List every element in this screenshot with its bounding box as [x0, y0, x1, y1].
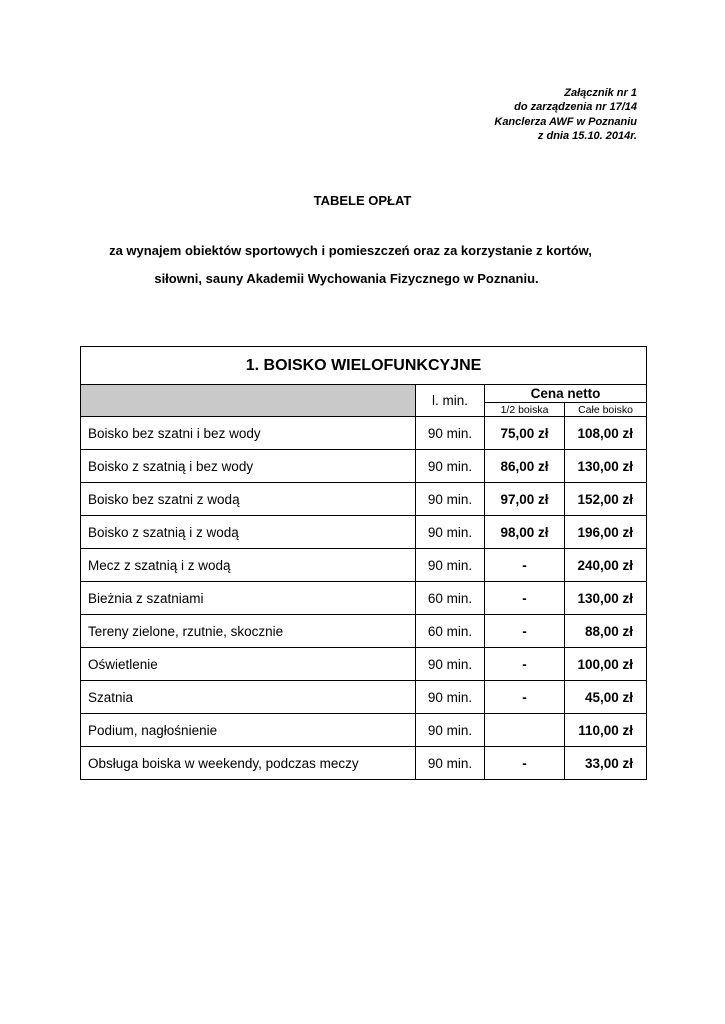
row-duration: 90 min.	[416, 648, 485, 681]
row-duration: 90 min.	[416, 714, 485, 747]
row-price-half: 97,00 zł	[485, 483, 565, 516]
row-name: Szatnia	[81, 681, 416, 714]
row-price-half: -	[485, 582, 565, 615]
row-price-half: -	[485, 615, 565, 648]
table-row	[81, 582, 647, 615]
row-price-half: 98,00 zł	[485, 516, 565, 549]
document-title: TABELE OPŁAT	[313, 193, 412, 208]
row-duration: 90 min.	[416, 516, 485, 549]
row-duration: 90 min.	[416, 549, 485, 582]
table-row	[81, 516, 647, 549]
row-name: Boisko bez szatni i bez wody	[81, 417, 416, 450]
table-row	[81, 615, 647, 648]
row-name: Obsługa boiska w weekendy, podczas meczy	[81, 747, 416, 780]
attachment-line-2: do zarządzenia nr 17/14	[514, 101, 637, 114]
header-empty-cell	[81, 385, 416, 417]
row-price-whole: 152,00 zł	[565, 483, 647, 516]
row-name: Mecz z szatnią i z wodą	[81, 549, 416, 582]
row-price-whole: 100,00 zł	[565, 648, 647, 681]
row-name: Bieżnia z szatniami	[81, 582, 416, 615]
table-caption-row	[81, 347, 647, 385]
row-duration: 90 min.	[416, 483, 485, 516]
row-price-whole: 196,00 zł	[565, 516, 647, 549]
subtitle-line-2: siłowni, sauny Akademii Wychowania Fizycznego w Poznaniu.	[154, 271, 539, 286]
header-duration: l. min.	[416, 385, 485, 417]
row-name: Tereny zielone, rzutnie, skocznie	[81, 615, 416, 648]
row-price-half: -	[485, 747, 565, 780]
row-price-whole: 45,00 zł	[565, 681, 647, 714]
row-duration: 90 min.	[416, 417, 485, 450]
row-price-whole: 240,00 zł	[565, 549, 647, 582]
row-name: Boisko z szatnią i z wodą	[81, 516, 416, 549]
row-name: Podium, nagłośnienie	[81, 714, 416, 747]
row-price-half: 86,00 zł	[485, 450, 565, 483]
row-name: Oświetlenie	[81, 648, 416, 681]
fee-table	[80, 346, 647, 780]
subtitle-line-1: za wynajem obiektów sportowych i pomieszczeń oraz za korzystanie z kortów,	[109, 243, 592, 258]
attachment-line-3: Kanclerza AWF w Poznaniu	[494, 115, 637, 128]
row-name: Boisko z szatnią i bez wody	[81, 450, 416, 483]
table-row	[81, 417, 647, 450]
row-duration: 90 min.	[416, 681, 485, 714]
table-row	[81, 549, 647, 582]
row-price-whole: 110,00 zł	[565, 714, 647, 747]
row-name: Boisko bez szatni z wodą	[81, 483, 416, 516]
header-price-group: Cena netto	[485, 385, 647, 403]
table-row	[81, 450, 647, 483]
row-price-whole: 108,00 zł	[565, 417, 647, 450]
row-price-half	[485, 714, 565, 747]
table-row	[81, 714, 647, 747]
row-duration: 90 min.	[416, 747, 485, 780]
row-price-half: 75,00 zł	[485, 417, 565, 450]
header-whole-field: Całe boisko	[565, 403, 647, 417]
table-row	[81, 747, 647, 780]
row-duration: 90 min.	[416, 450, 485, 483]
row-price-whole: 33,00 zł	[565, 747, 647, 780]
table-header-row	[81, 385, 647, 403]
header-half-field: 1/2 boiska	[485, 403, 565, 417]
table-row	[81, 681, 647, 714]
row-price-half: -	[485, 648, 565, 681]
row-price-half: -	[485, 549, 565, 582]
attachment-line-1: Załącznik nr 1	[564, 87, 637, 99]
row-price-whole: 130,00 zł	[565, 582, 647, 615]
table-caption: 1. BOISKO WIELOFUNKCYJNE	[81, 347, 647, 385]
table-row	[81, 648, 647, 681]
attachment-line-4: z dnia 15.10. 2014r.	[537, 129, 637, 142]
row-price-whole: 130,00 zł	[565, 450, 647, 483]
row-price-half: -	[485, 681, 565, 714]
table-row	[81, 483, 647, 516]
row-duration: 60 min.	[416, 582, 485, 615]
attachment-note	[494, 86, 637, 143]
row-duration: 60 min.	[416, 615, 485, 648]
row-price-whole: 88,00 zł	[565, 615, 647, 648]
